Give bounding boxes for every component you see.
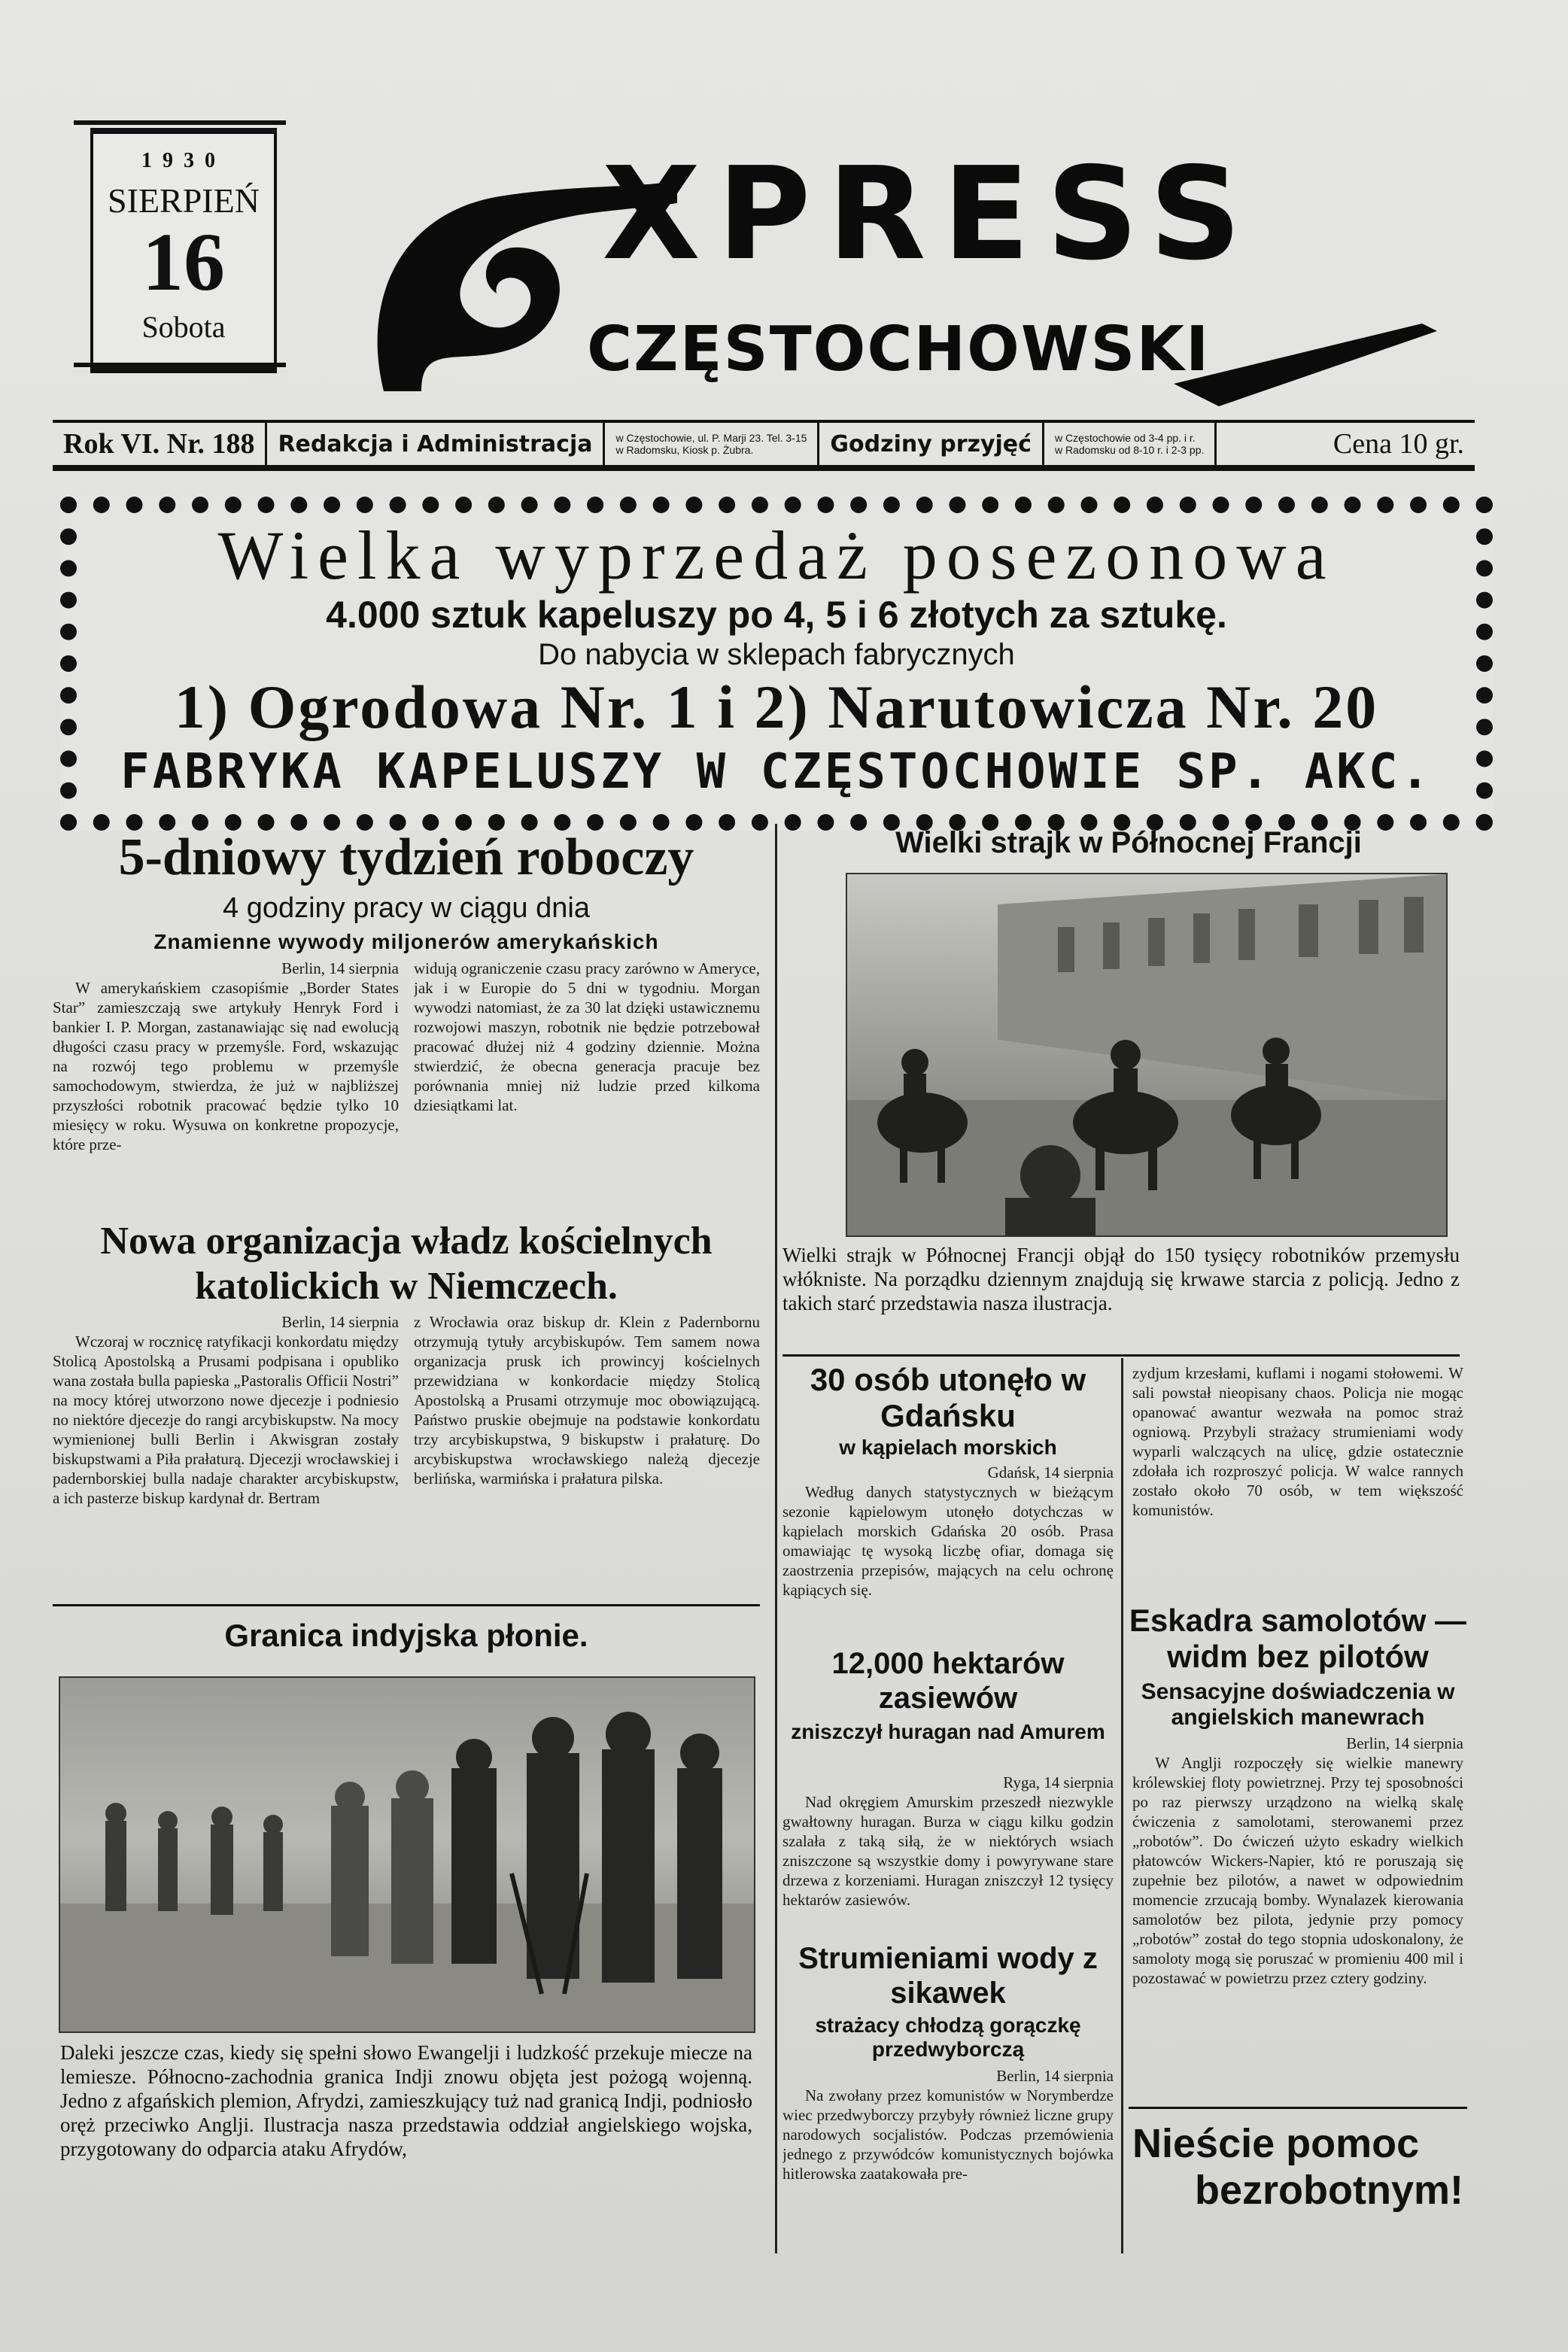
article1-text-2: widują ograniczenie czasu pracy zarówno w Ameryce, jak i w Europie do 5 dni w tygodniu. Morgan wywodzi natomiast, że za 30 lat dzięki ustawicznemu rozwojowi maszyn, robotnik nie będzie potrzebował pracować dłużej niż 4 godziny dziennie. Można stwierdzić, że obecna generacja pracuje bez porównania mniej niż ludzie przed kilkoma dziesiątkami lat. (414, 959, 760, 1114)
article7-text: Na zwołany przez komunistów w Norymberdze wiec przedwyborczy przybyły również liczne grupy narodowych socjalistów. Podczas przemówienia jednego z przywódców komunistycznych bojówka hitlerowska zaatakowała pre- (782, 2086, 1114, 2183)
article2-text-1: Wczoraj w rocznicę ratyfikacji konkordatu między Stolicą Apostolską a Prusami podpisana i opubliko wana została bulla papieska „Pastoralis Officii Nostri” na mocy której utworzono nowe djecezje i podniesio no niektóre djecezje do rangi arcybiskupstw. Na mocy wymienionej bulli Berlin i Akwisgran zostały biskupstwami a Piła prałaturą. Djecezji wrocławskiej i padernborskiej bulla nadaje charakter arcybiskupstw, a ich pasterze biskup kardynał dr. Bertram (53, 1332, 399, 1507)
date-box (90, 128, 277, 373)
article7-headline: Strumieniami wody z sikawek (798, 1942, 1098, 2010)
date-day: 16 (142, 216, 225, 308)
article1-column-2 (414, 959, 760, 1207)
advert-headline: Wielka wyprzedaż posezonowa (217, 517, 1336, 594)
advert-offer: 4.000 sztuk kapeluszy po 4, 5 i 6 złotych za sztukę. (326, 594, 1227, 636)
article9-body (1132, 1734, 1463, 2087)
date-box-rule-bottom (74, 363, 286, 367)
article7-dateline: Berlin, 14 sierpnia (996, 2067, 1114, 2085)
masthead-swoosh-icon (1174, 308, 1437, 406)
appeal-line-2: bezrobotnym! (1195, 2168, 1463, 2213)
article6-body (782, 1773, 1114, 1938)
hours-line-1: w Częstochowie od 3-4 pp. i r. (1054, 432, 1196, 444)
date-year: 1930 (141, 149, 226, 172)
article1-subhead: 4 godziny pracy w ciągu dnia (223, 892, 590, 924)
appeal-line-1: Nieście pomoc (1132, 2121, 1420, 2166)
article5-headline: 30 osób utonęło w Gdańsku (810, 1362, 1086, 1433)
article4-caption: Wielki strajk w Północnej Francji objął do 150 tysięcy robotników przemysłu włókniste. Na porządku dziennym znajdują się krwawe starcia z policją. Jedno z takich starć przedstawia nasza ilustracja. (782, 1244, 1460, 1314)
price: Cena 10 gr. (1332, 428, 1464, 460)
info-bar (53, 420, 1475, 471)
date-weekday: Sobota (141, 310, 226, 344)
article2-column-2 (414, 1312, 760, 1598)
article9-subhead: Sensacyjne doświadczenia w angielskich manewrach (1141, 1679, 1455, 1730)
article5-subhead: w kąpielach morskich (839, 1436, 1057, 1459)
article4-headline: Wielki strajk w Północnej Francji (895, 826, 1362, 859)
article7-subhead: strażacy chłodzą gorączkę przedwyborczą (815, 2013, 1081, 2061)
article8-text: zydjum krzesłami, kuflami i nogami stołowemi. W sali powstał nieopisany chaos. Policja nie mogąc opanować awantur wezwała na pomoc straż ogniową. Przybyli strażacy strumieniami wody wyparli walczących na ulicę, gdzie ostatecznie zdołała ich rozproszyć policja. W walce rannych zostało około 70 osób, w tem większość komunistów. (1132, 1364, 1463, 1519)
advert-company: FABRYKA KAPELUSZY W CZĘSTOCHOWIE SP. AKC. (120, 744, 1433, 800)
column-divider (1121, 1358, 1123, 2253)
column-divider (775, 824, 777, 2253)
article5-body (782, 1463, 1114, 1643)
article1-text-1: W amerykańskiem czasopiśmie „Border States Star” zamieszczają swe artykuły Henryk Ford i bankier I. P. Morgan, zastanawiając się nad ewolucją długości czasu pracy w przemyśle. Ford, wskazując na rozwój tego problemu w przemyśle samochodowym, stwierdza, że już w najbliższej przyszłości robotnik pracować będzie tylko 10 miesięcy w roku. Wysuwa on konkretne propozycje, które prze- (53, 979, 399, 1153)
date-month: SIERPIEŃ (108, 181, 260, 220)
advert-availability: Do nabycia w sklepach fabrycznych (538, 638, 1015, 671)
article1-headline: 5-dniowy tydzień roboczy (118, 828, 694, 886)
office-hours-label: Godziny przyjęć (819, 423, 1044, 465)
address-line-1: w Częstochowie, ul. P. Marji 23. Tel. 3-15 (615, 432, 807, 444)
article3-headline: Granica indyjska płonie. (224, 1618, 588, 1653)
hours-line-2: w Radomsku od 8-10 r. i 2-3 pp. (1054, 444, 1205, 456)
article2-dateline: Berlin, 14 sierpnia (281, 1313, 399, 1331)
office-hours (1044, 423, 1217, 465)
article5-dateline: Gdańsk, 14 sierpnia (987, 1463, 1114, 1481)
article5-text: Według danych statystycznych w bieżącym sezonie kąpielowym utonęło dotychczas w kąpielach morskich Gdańska 20 osób. Prasa omawiając tę wysoką liczbę ofiar, domaga się zaostrzenia przepisów, mających na celu ochronę kąpiących się. (782, 1483, 1114, 1599)
divider (53, 1604, 760, 1606)
article9-headline: Eskadra samolotów — widm bez pilotów (1129, 1603, 1467, 1674)
masthead-subtitle: CZĘSTOCHOWSKI (587, 314, 1211, 385)
address-line-2: w Radomsku, Kiosk p. Żubra. (615, 444, 754, 456)
article2-column-1 (53, 1312, 399, 1598)
article1-dateline: Berlin, 14 sierpnia (281, 959, 399, 977)
article6-subhead: zniszczył huragan nad Amurem (791, 1720, 1105, 1743)
article2-headline: Nowa organizacja władz kościelnych katolickich w Niemczech. (100, 1220, 713, 1308)
article7-body (782, 2066, 1114, 2217)
appeal-box (1132, 2120, 1463, 2214)
article6-dateline: Ryga, 14 sierpnia (1003, 1773, 1114, 1791)
article6-headline: 12,000 hektarów zasiewów (831, 1647, 1065, 1715)
article6-text: Nad okręgiem Amurskim przeszedł niezwykle gwałtowny huragan. Burza w ciągu kilku godzin szalała z taką siłą, że w niektórych wsiach zniszczone są wszystkie domy i powyrywane stare drzewa z korzeniami. Huragan zniszczył 12 tysięcy hektarów zasiewów. (782, 1793, 1114, 1909)
france-strike-photo (846, 873, 1448, 1237)
article1-subhead2: Znamienne wywody miljonerów amerykańskich (153, 930, 659, 953)
advert-addresses: 1) Ogrodowa Nr. 1 i 2) Narutowicza Nr. 20 (174, 673, 1379, 741)
date-box-rule-top (74, 120, 286, 125)
divider (782, 1354, 1460, 1357)
article2-text-2: z Wrocławia oraz biskup dr. Klein z Padernbornu otrzymują tytuły arcybiskupów. Tem samem nowa organizacja prusk ich prowincyj kościelnych przewidziana w konkordacie między Stolicą Apostolską a Prusami otrzymuje moc obowiązującą. Państwo pruskie obejmuje na podstawie konkordatu trzy arcybiskupstwa, 9 biskupstw i prałaturę. Do arcybiskupstwa wrocławskiego należą djecezje berlińska, warmińska i prałatura pilska. (414, 1313, 760, 1487)
editorial-label: Redakcja i Administracja (267, 423, 605, 465)
article3-caption: Daleki jeszcze czas, kiedy się spełni słowo Ewangelji i ludzkość przekuje miecze na lemiesze. Północno-zachodnia granica Indji znowu objęta jest pożogą wojenną. Jedno z afgańskich plemion, Afrydzi, zamieszkujący tuż nad granicą Indji, podniosło oręż przeciwko Anglji. Ilustracja nasza przedstawia oddział angielskiego wojska, przygotowany do odparcia ataku Afrydów, (60, 2041, 752, 2160)
issue-number: Rok VI. Nr. 188 (53, 423, 267, 465)
article8-body (1132, 1363, 1463, 1597)
divider (1129, 2107, 1467, 2109)
hat-sale-advert (60, 497, 1493, 831)
article9-text: W Anglji rozpoczęły się wielkie manewry królewskiej floty powietrznej. Przy tej sposobności po raz pierwszy urządzono na wielką skalę ćwiczenia z samolotami, sterowanemi przez „robotów”. Do ćwiczeń użyto eskadry wielkich płatowców Wickers-Napier, któ re poruszają się zupełnie bez pilotów, a nawet w odpowiednim momencie zrzucają bomby. Wynalazek kierowania samolotów bez pilota, jedynie przy pomocy „robotów” został do tego stopnia udoskonalony, że samoloty mogą się poruszać w promieniu 400 mil i pozostawać w powietrzu przez cztery godziny. (1132, 1754, 1463, 1987)
article1-column-1 (53, 959, 399, 1207)
india-border-photo (59, 1676, 755, 2033)
article9-dateline: Berlin, 14 sierpnia (1346, 1734, 1463, 1752)
masthead-title: XPRESS (602, 140, 1258, 289)
editorial-address (605, 423, 819, 465)
